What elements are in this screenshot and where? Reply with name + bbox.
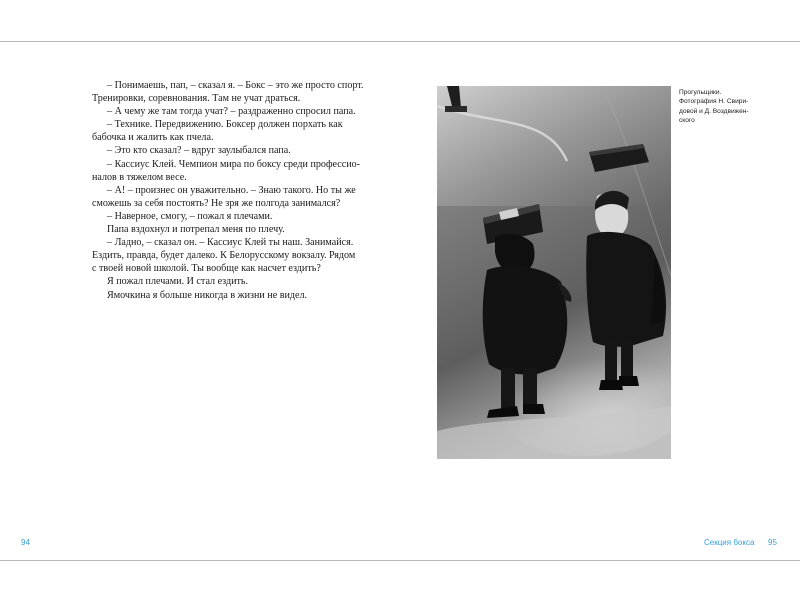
text-line: Тренировки, соревнования. Там не учат драться.	[92, 93, 301, 105]
running-footer-section: Секция бокса	[704, 538, 755, 547]
bottom-divider	[0, 560, 800, 561]
text-line: – Это кто сказал? – вдруг заулыбался папа.	[107, 145, 291, 157]
caption-line: ского	[679, 116, 695, 124]
text-line: с твоей новой школой. Ты вообще как насчет ездить?	[92, 263, 321, 275]
photo-illustration	[437, 86, 671, 459]
caption-line: довой и Д. Воздвижен-	[679, 107, 749, 115]
text-line: – А! – произнес он уважительно. – Знаю такого. Но ты же	[107, 184, 356, 196]
text-line: налов в тяжелом весе.	[92, 171, 187, 183]
text-line: Папа вздохнул и потрепал меня по плечу.	[107, 224, 285, 236]
text-line: Ямочкина я больше никогда в жизни не видел.	[107, 289, 308, 301]
photo-caption	[679, 88, 779, 125]
caption-line: Прогульщики.	[679, 89, 722, 96]
text-line: Я пожал плечами. И стал ездить.	[107, 276, 249, 288]
text-line: – Наверное, смогу, – пожал я плечами.	[107, 210, 273, 222]
page-number-left: 94	[21, 538, 30, 547]
text-line: – Технике. Передвижению. Боксер должен порхать как	[107, 119, 343, 131]
text-line: бабочка и жалить как пчела.	[92, 132, 214, 144]
page-number-right: 95	[768, 538, 777, 547]
text-line: – Понимаешь, пап, – сказал я. – Бокс – это же просто спорт.	[107, 80, 364, 91]
body-text-column	[92, 79, 367, 302]
text-line: Ездить, правда, будет далеко. К Белорусскому вокзалу. Рядом	[92, 250, 356, 262]
caption-line: Фотография Н. Свири-	[679, 98, 749, 106]
text-line: – Ладно, – сказал он. – Кассиус Клей ты наш. Занимайся.	[107, 237, 354, 249]
text-line: – А чему же там тогда учат? – раздраженно спросил папа.	[107, 106, 356, 118]
photograph-truants	[437, 86, 671, 459]
text-line: сможешь за себя постоять? Не зря же полгода занимался?	[92, 197, 341, 209]
text-line: – Кассиус Клей. Чемпион мира по боксу среди профессио-	[107, 158, 360, 170]
top-divider	[0, 41, 800, 42]
